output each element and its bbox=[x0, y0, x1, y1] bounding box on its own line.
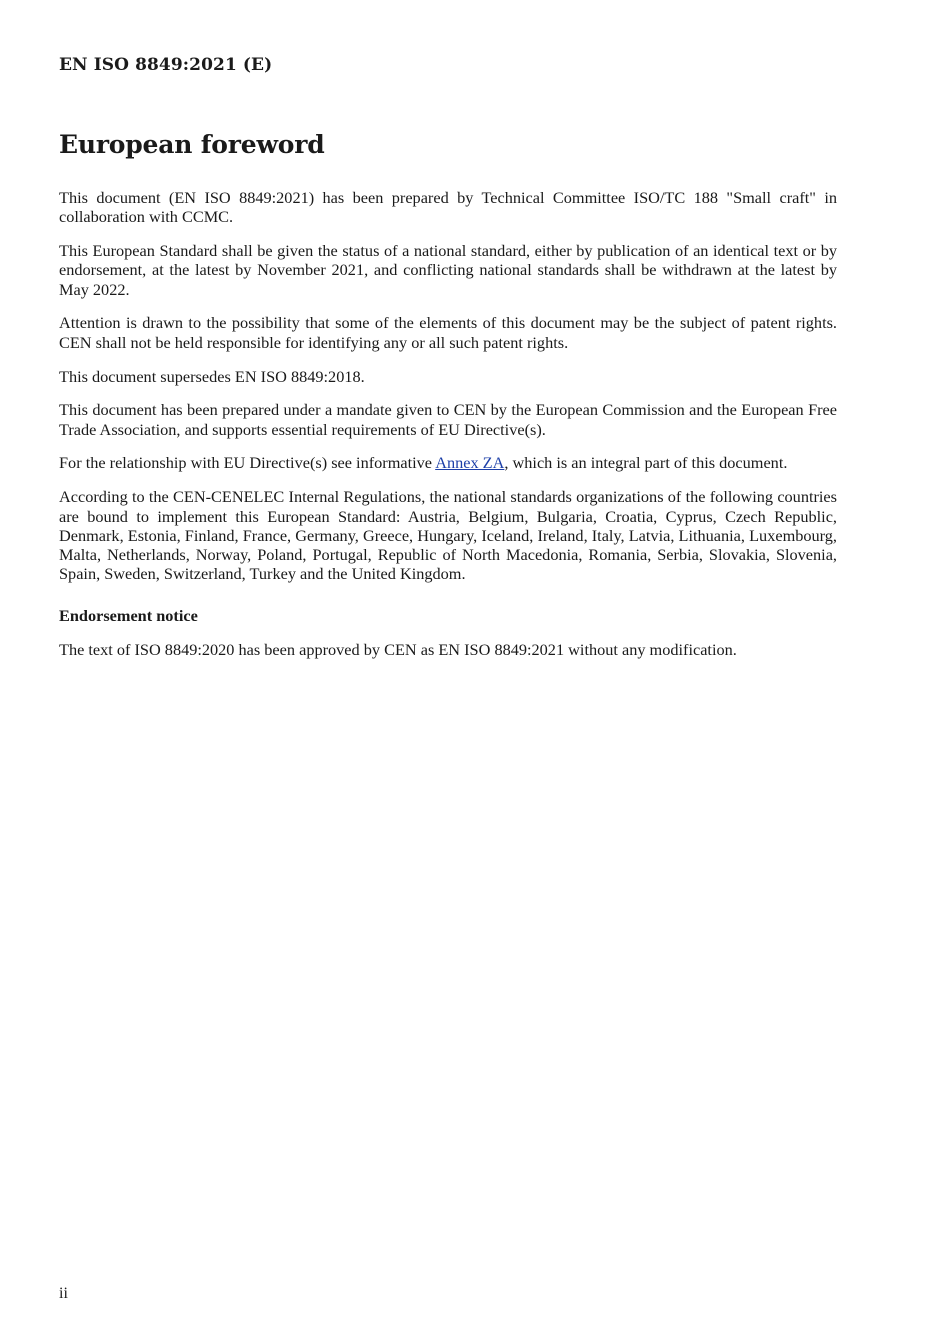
foreword-body bbox=[59, 188, 837, 673]
directive-text-before: For the relationship with EU Directive(s) see informative bbox=[59, 453, 436, 473]
document-id-header: EN ISO 8849:2021 (E) bbox=[59, 55, 273, 75]
endorsement-notice-heading: Endorsement notice bbox=[59, 605, 198, 625]
paragraph-supersedes: This document supersedes EN ISO 8849:2018. bbox=[59, 366, 365, 386]
page-number: ii bbox=[59, 1285, 68, 1302]
endorsement-notice-text: The text of ISO 8849:2020 has been approved by CEN as EN ISO 8849:2021 without any modification. bbox=[59, 639, 737, 659]
paragraph-countries: According to the CEN-CENELEC Internal Regulations, the national standards organizations of the following countries are bound to implement this European Standard: Austria, Belgium, Bulgaria, Croatia, Cyprus, Czech Republic, Denmark, Estonia, Finland, France, Germany, Greece, Hungary, Iceland, Ireland, Italy, Latvia, Lithuania, Luxembourg, Malta, Netherlands, Norway, Poland, Portugal, Republic of North Macedonia, Romania, Serbia, Slovakia, Slovenia, Spain, Sweden, Switzerland, Turkey and the United Kingdom. bbox=[59, 487, 837, 584]
paragraph-preparation: This document (EN ISO 8849:2021) has been prepared by Technical Committee ISO/TC 188 "Small craft" in collaboration with CCMC. bbox=[59, 188, 837, 227]
paragraph-directive-relationship bbox=[59, 453, 837, 472]
page-title: European foreword bbox=[59, 130, 325, 159]
directive-text-after: , which is an integral part of this document. bbox=[504, 453, 788, 473]
paragraph-mandate: This document has been prepared under a mandate given to CEN by the European Commission and the European Free Trade Association, and supports essential requirements of EU Directive(s). bbox=[59, 400, 837, 439]
paragraph-patent-rights: Attention is drawn to the possibility that some of the elements of this document may be the subject of patent rights. CEN shall not be held responsible for identifying any or all such patent rights. bbox=[59, 313, 837, 352]
paragraph-status: This European Standard shall be given the status of a national standard, either by publication of an identical text or by endorsement, at the latest by November 2021, and conflicting national standards shall be withdrawn at the latest by May 2022. bbox=[59, 241, 837, 299]
annex-za-link[interactable]: Annex ZA bbox=[435, 453, 505, 473]
